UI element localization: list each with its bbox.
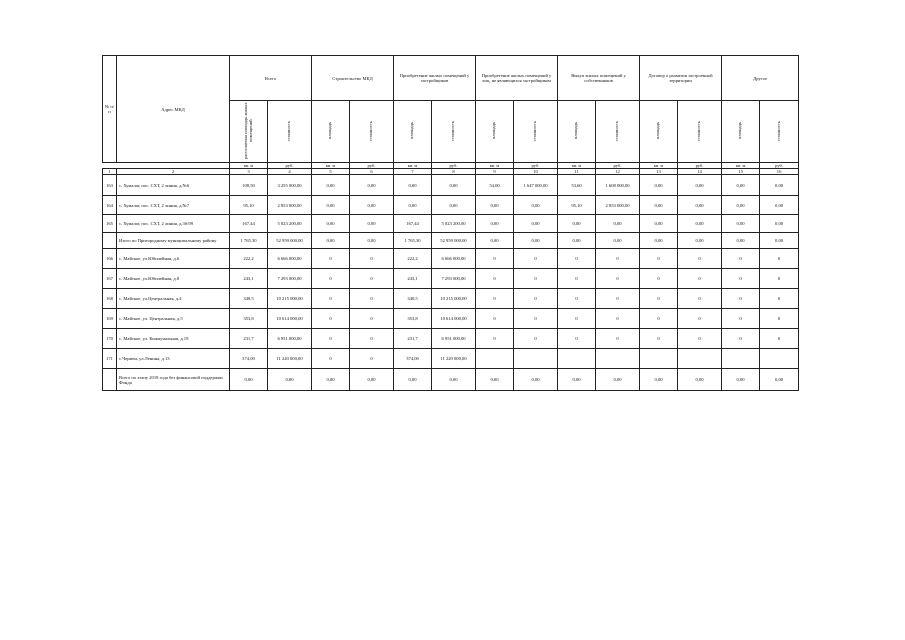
unit-label: кв. м xyxy=(640,163,678,169)
table-cell: 0 xyxy=(558,269,596,289)
table-cell: 10 614 000,00 xyxy=(268,309,312,329)
table-cell: 340,5 xyxy=(394,289,432,309)
table-cell: 0,00 xyxy=(640,369,678,391)
table-cell: 52 959 000,00 xyxy=(268,233,312,249)
table-cell: 0,00 xyxy=(722,196,760,215)
table-cell: 374,00 xyxy=(394,349,432,369)
table-cell: 2 853 000,00 xyxy=(268,196,312,215)
table-cell: 0 xyxy=(514,309,558,329)
table-row xyxy=(103,289,799,309)
table-cell: 353,8 xyxy=(230,309,268,329)
table-cell: 0 xyxy=(760,309,799,329)
unit-label: руб. xyxy=(760,163,799,169)
row-number: 169 xyxy=(103,309,117,329)
column-number: 1 xyxy=(103,169,117,175)
table-cell: 167,44 xyxy=(230,215,268,233)
row-number xyxy=(103,233,117,249)
table-cell: 3 255 000,00 xyxy=(268,175,312,196)
table-cell: 53,60 xyxy=(558,175,596,196)
table-cell: 0 xyxy=(760,329,799,349)
table-cell: 0 xyxy=(558,329,596,349)
table-cell: 0,00 xyxy=(350,369,394,391)
column-number: 12 xyxy=(596,169,640,175)
table-cell: 0,00 xyxy=(760,175,799,196)
table-cell: 11 220 000,00 xyxy=(268,349,312,369)
column-number: 2 xyxy=(117,169,230,175)
column-number: 4 xyxy=(268,169,312,175)
table-cell: 0 xyxy=(722,249,760,269)
table-cell: 0,00 xyxy=(432,369,476,391)
table-cell: 0,00 xyxy=(312,175,350,196)
table-cell: 167,44 xyxy=(394,215,432,233)
table-cell: 0,00 xyxy=(640,196,678,215)
table-row xyxy=(103,233,799,249)
table-cell: 231,7 xyxy=(230,329,268,349)
table-cell: 0,00 xyxy=(312,215,350,233)
table-cell: 0,00 xyxy=(760,196,799,215)
document-table xyxy=(102,55,797,395)
table-cell: 0 xyxy=(476,289,514,309)
unit-label: кв. м xyxy=(312,163,350,169)
table-cell: 95,10 xyxy=(558,196,596,215)
table-cell: 2 853 000,00 xyxy=(596,196,640,215)
table-cell: 0 xyxy=(312,349,350,369)
table-cell: 0,00 xyxy=(350,215,394,233)
subheader-cost: стоимость xyxy=(760,101,799,163)
row-address: с. Майское, ул. Центральная, д.5 xyxy=(117,309,230,329)
row-number: 164 xyxy=(103,196,117,215)
table-cell: 243,1 xyxy=(230,269,268,289)
table-cell: 0,00 xyxy=(350,175,394,196)
table-cell: 54,00 xyxy=(476,175,514,196)
unit-label: кв. м xyxy=(558,163,596,169)
table-cell: 0,00 xyxy=(230,369,268,391)
table-cell: 10 215 000,00 xyxy=(268,289,312,309)
table-cell: 0 xyxy=(476,329,514,349)
column-header-number: № п/п xyxy=(103,56,117,163)
table-cell: 243,1 xyxy=(394,269,432,289)
table-cell: 0,00 xyxy=(640,233,678,249)
table-cell xyxy=(678,349,722,369)
table-cell: 0,00 xyxy=(514,196,558,215)
table-cell: 0,00 xyxy=(760,215,799,233)
table-cell: 0,00 xyxy=(722,233,760,249)
table-cell: 52 959 000,00 xyxy=(432,233,476,249)
row-address: Всего по этапу 2018 года без финансовой поддержки Фонда xyxy=(117,369,230,391)
table-cell: 0 xyxy=(678,309,722,329)
table-cell: 10 614 000,00 xyxy=(432,309,476,329)
table-cell: 0 xyxy=(640,269,678,289)
unit-label: руб. xyxy=(596,163,640,169)
row-address: с. Майское, ул.Юбилейная, д.6 xyxy=(117,249,230,269)
group-header-territory-development: Договор о развитии застроенной территории xyxy=(640,56,722,101)
table-cell xyxy=(722,349,760,369)
table-cell: 6 951 000,00 xyxy=(268,329,312,349)
table-cell: 0,00 xyxy=(722,369,760,391)
subheader-area: площадь xyxy=(476,101,514,163)
table-cell: 0 xyxy=(640,249,678,269)
table-cell: 0,00 xyxy=(432,196,476,215)
table-cell: 10 215 000,00 xyxy=(432,289,476,309)
table-cell: 0 xyxy=(760,269,799,289)
row-number xyxy=(103,369,117,391)
subheader-cost: стоимость xyxy=(268,101,312,163)
column-number: 10 xyxy=(514,169,558,175)
table-cell: 0,00 xyxy=(350,233,394,249)
group-header-total: Всего xyxy=(230,56,312,101)
table-cell: 0,00 xyxy=(760,369,799,391)
table-cell: 0,00 xyxy=(476,369,514,391)
table-cell: 340,5 xyxy=(230,289,268,309)
group-header-other: Другое xyxy=(722,56,799,101)
table-cell xyxy=(640,349,678,369)
table-cell: 0 xyxy=(760,289,799,309)
table-cell: 0,00 xyxy=(476,233,514,249)
table-cell: 0 xyxy=(514,289,558,309)
table-cell: 353,8 xyxy=(394,309,432,329)
table-cell: 0 xyxy=(350,329,394,349)
table-cell: 0 xyxy=(312,249,350,269)
table-cell: 0,00 xyxy=(558,233,596,249)
row-number: 166 xyxy=(103,249,117,269)
subheader-area: площадь xyxy=(394,101,432,163)
table-cell: 0,00 xyxy=(514,233,558,249)
table-cell: 0,00 xyxy=(394,175,432,196)
column-header-address: Адрес МКД xyxy=(117,56,230,163)
table-cell: 1 608 000,00 xyxy=(596,175,640,196)
table-cell: 0,00 xyxy=(476,215,514,233)
table-cell: 0 xyxy=(722,269,760,289)
table-cell: 0 xyxy=(640,309,678,329)
table-cell: 0 xyxy=(640,329,678,349)
table-cell: 0 xyxy=(596,249,640,269)
table-cell: 95,10 xyxy=(230,196,268,215)
table-cell: 0,00 xyxy=(722,215,760,233)
table-cell: 0,00 xyxy=(312,369,350,391)
table-cell: 0,00 xyxy=(678,233,722,249)
table-cell: 0 xyxy=(760,249,799,269)
column-number: 15 xyxy=(722,169,760,175)
column-number: 11 xyxy=(558,169,596,175)
table-cell xyxy=(558,349,596,369)
subheader-cost: стоимость xyxy=(350,101,394,163)
group-header-purchase-non-developer: Приобретение жилых помещений у лиц, не являющихся застройщиком xyxy=(476,56,558,101)
table-row xyxy=(103,369,799,391)
row-address: с. Хумалаг, пос. СХТ, 2 линия, д.№7 xyxy=(117,196,230,215)
row-number: 163 xyxy=(103,175,117,196)
unit-label: руб. xyxy=(432,163,476,169)
table-cell: 1 647 000,00 xyxy=(514,175,558,196)
row-number: 165 xyxy=(103,215,117,233)
table-cell: 0 xyxy=(514,329,558,349)
table-cell: 0,00 xyxy=(350,196,394,215)
subheader-cost: стоимость xyxy=(678,101,722,163)
table-cell: 6 666 000,00 xyxy=(268,249,312,269)
column-number: 7 xyxy=(394,169,432,175)
table-cell: 0 xyxy=(312,329,350,349)
unit-label: руб. xyxy=(678,163,722,169)
table-cell: 0,00 xyxy=(312,196,350,215)
unit-label: кв. м xyxy=(476,163,514,169)
table-cell: 0 xyxy=(596,309,640,329)
table-cell: 0 xyxy=(722,289,760,309)
table-cell: 0 xyxy=(350,249,394,269)
table-cell: 0 xyxy=(476,309,514,329)
table-cell: 0 xyxy=(350,309,394,329)
column-number: 14 xyxy=(678,169,722,175)
subheader-area: площадь xyxy=(558,101,596,163)
row-number: 168 xyxy=(103,289,117,309)
table-row xyxy=(103,215,799,233)
table-row xyxy=(103,349,799,369)
table-cell: 0 xyxy=(350,289,394,309)
table-cell: 0 xyxy=(558,249,596,269)
table-cell: 0,00 xyxy=(432,175,476,196)
row-number: 167 xyxy=(103,269,117,289)
table-cell: 222,2 xyxy=(230,249,268,269)
table-cell xyxy=(514,349,558,369)
table-cell: 0 xyxy=(514,249,558,269)
unit-label: кв. м xyxy=(722,163,760,169)
table-cell: 0 xyxy=(476,269,514,289)
column-number: 3 xyxy=(230,169,268,175)
group-header-construction: Строительство МКД xyxy=(312,56,394,101)
table-cell: 6 951 000,00 xyxy=(432,329,476,349)
table-cell: 0,00 xyxy=(268,369,312,391)
row-address: с.Чермен, ул.Ленина, д.13 xyxy=(117,349,230,369)
table-cell: 0,00 xyxy=(514,215,558,233)
table-row xyxy=(103,309,799,329)
table-body xyxy=(103,175,799,391)
table-row xyxy=(103,329,799,349)
table-cell: 0 xyxy=(312,309,350,329)
subheader-cost: стоимость xyxy=(514,101,558,163)
column-number: 8 xyxy=(432,169,476,175)
table-cell: 0,00 xyxy=(760,233,799,249)
table-cell: 7 293 000,00 xyxy=(432,269,476,289)
table-cell: 7 293 000,00 xyxy=(268,269,312,289)
table-cell: 0,00 xyxy=(640,215,678,233)
table-cell xyxy=(476,349,514,369)
group-header-purchase-developer: Приобретение жилых помещений у застройщиков xyxy=(394,56,476,101)
unit-label: кв. м xyxy=(230,163,268,169)
table-cell: 0,00 xyxy=(678,196,722,215)
column-number: 16 xyxy=(760,169,799,175)
table-cell: 0,00 xyxy=(312,233,350,249)
table-cell: 0,00 xyxy=(596,233,640,249)
table-cell: 11 220 000,00 xyxy=(432,349,476,369)
table-cell xyxy=(760,349,799,369)
table-cell: 108,50 xyxy=(230,175,268,196)
table-cell: 0,00 xyxy=(640,175,678,196)
table-cell: 0 xyxy=(596,289,640,309)
table-cell xyxy=(596,349,640,369)
subheader-area: площадь xyxy=(640,101,678,163)
table-cell: 5 023 200,00 xyxy=(432,215,476,233)
unit-label: руб. xyxy=(514,163,558,169)
row-number: 171 xyxy=(103,349,117,369)
table-cell: 0 xyxy=(558,309,596,329)
table-cell: 0,00 xyxy=(678,215,722,233)
unit-label: кв. м xyxy=(394,163,432,169)
table-cell: 0 xyxy=(640,289,678,309)
table-cell: 0 xyxy=(678,329,722,349)
row-address: с. Хумалаг, пос. СХТ, 2 линия, д.№6 xyxy=(117,175,230,196)
table-cell: 0 xyxy=(350,349,394,369)
subheader-total-area: расселяемая площадь жилых помещений xyxy=(230,101,268,163)
table-row xyxy=(103,175,799,196)
table-cell: 0 xyxy=(476,249,514,269)
row-address: с. Майское, ул.Юбилейная, д.8 xyxy=(117,269,230,289)
table-cell: 0,00 xyxy=(394,369,432,391)
table-cell: 1 765,30 xyxy=(394,233,432,249)
subheader-area: площадь xyxy=(312,101,350,163)
row-address: с. Майское, ул. Коммунальная, д.19 xyxy=(117,329,230,349)
column-number: 13 xyxy=(640,169,678,175)
table-cell: 5 023 200,00 xyxy=(268,215,312,233)
table-cell: 1 765,30 xyxy=(230,233,268,249)
table-cell: 0,00 xyxy=(558,369,596,391)
table-cell: 0,00 xyxy=(678,369,722,391)
row-address: с. Хумалаг, пос. СХТ, 2 линия, д.3б/09 xyxy=(117,215,230,233)
table-cell: 0,00 xyxy=(678,175,722,196)
column-number: 9 xyxy=(476,169,514,175)
table-row xyxy=(103,269,799,289)
subheader-area: площадь xyxy=(722,101,760,163)
table-cell: 0 xyxy=(596,269,640,289)
table-cell: 0 xyxy=(312,269,350,289)
table-cell: 0 xyxy=(350,269,394,289)
table-cell: 0 xyxy=(722,329,760,349)
table-row xyxy=(103,196,799,215)
table-cell: 0,00 xyxy=(394,196,432,215)
table-cell: 0,00 xyxy=(722,175,760,196)
table-row xyxy=(103,249,799,269)
row-number: 170 xyxy=(103,329,117,349)
table-cell: 0 xyxy=(678,269,722,289)
subheader-cost: стоимость xyxy=(432,101,476,163)
row-address: Итого по Пригородному муниципальному району xyxy=(117,233,230,249)
unit-label: руб. xyxy=(268,163,312,169)
table-cell: 222,2 xyxy=(394,249,432,269)
table-cell: 0 xyxy=(558,289,596,309)
table-cell: 0,00 xyxy=(514,369,558,391)
row-address: с. Майское, ул.Центральная, д.4 xyxy=(117,289,230,309)
table-cell: 0 xyxy=(312,289,350,309)
table-cell: 6 666 000,00 xyxy=(432,249,476,269)
table-cell: 0,00 xyxy=(558,215,596,233)
table-cell: 0 xyxy=(596,329,640,349)
table-cell: 0,00 xyxy=(596,215,640,233)
table-cell: 0 xyxy=(678,249,722,269)
column-number: 5 xyxy=(312,169,350,175)
group-header-buyout: Выкуп жилых помещений у собственников xyxy=(558,56,640,101)
table-cell: 231,7 xyxy=(394,329,432,349)
subheader-cost: стоимость xyxy=(596,101,640,163)
table-cell: 0,00 xyxy=(476,196,514,215)
table-cell: 374,00 xyxy=(230,349,268,369)
table-cell: 0,00 xyxy=(596,369,640,391)
table-cell: 0 xyxy=(722,309,760,329)
table-cell: 0 xyxy=(678,289,722,309)
column-number: 6 xyxy=(350,169,394,175)
table-cell: 0 xyxy=(514,269,558,289)
unit-label: руб. xyxy=(350,163,394,169)
